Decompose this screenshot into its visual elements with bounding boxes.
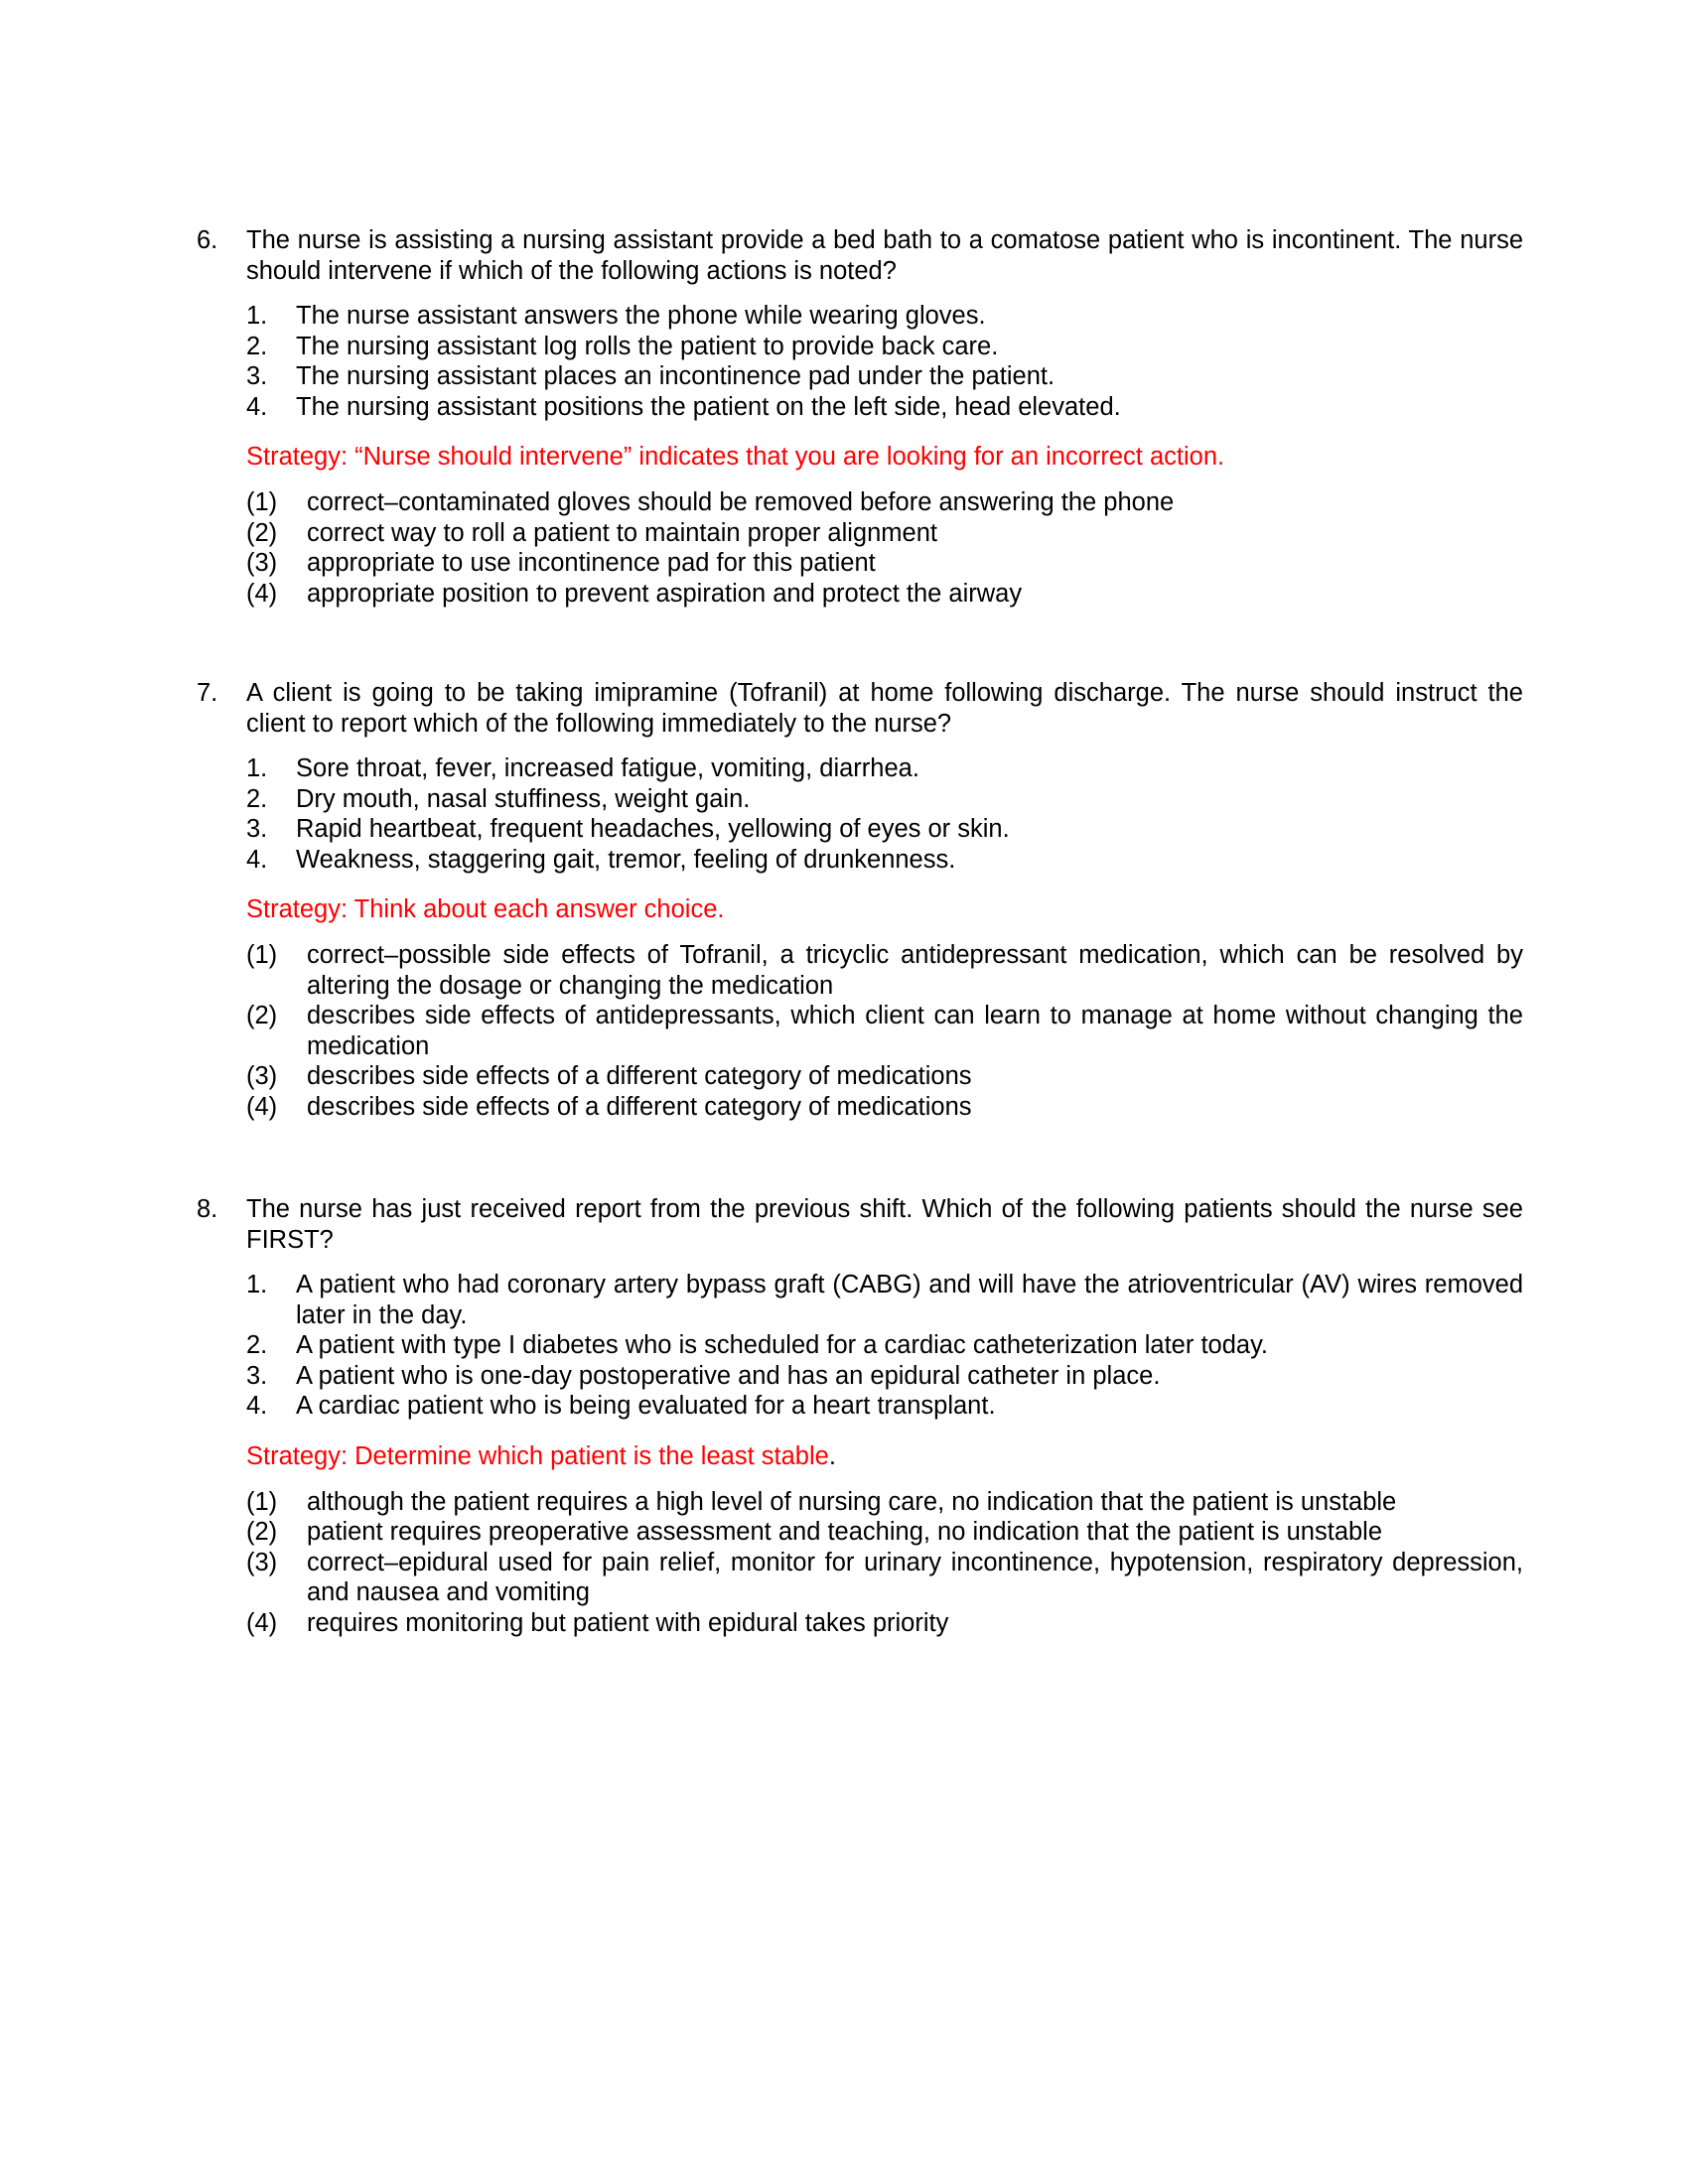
question-text: The nurse has just received report from the previous shift. Which of the following patients should the nurse see FIRST?: [246, 1195, 1523, 1254]
answer-option: [246, 1361, 1523, 1392]
option-number: 1.: [246, 302, 268, 330]
strategy-text: Strategy: Determine which patient is the least stable: [246, 1441, 829, 1470]
rationale-text: correct–possible side effects of Tofranil, a tricyclic antidepressant medication, which can be resolved by altering the dosage or changing the medication: [307, 941, 1523, 1000]
option-number: 1.: [246, 1271, 268, 1298]
rationale-number: (4): [246, 579, 278, 608]
answer-option: [246, 301, 1523, 332]
rationale-number: (1): [246, 1487, 278, 1516]
answer-option: [246, 1270, 1523, 1330]
option-number: 4.: [246, 1392, 268, 1420]
answer-options: [246, 753, 1523, 875]
rationale-item: [246, 940, 1523, 1001]
question-stem: [197, 225, 1523, 287]
answer-option: [246, 784, 1523, 815]
rationale-item: [246, 1001, 1523, 1061]
option-number: 1.: [246, 754, 268, 782]
rationale-item: [246, 1517, 1523, 1548]
question-6: [197, 225, 1523, 609]
strategy-note: [246, 894, 1523, 925]
question-text: The nurse is assisting a nursing assistant provide a bed bath to a comatose patient who is incontinent. The nurse should intervene if which of the following actions is noted?: [246, 226, 1523, 285]
answer-option: [246, 332, 1523, 362]
rationale-text: describes side effects of a different category of medications: [307, 1062, 972, 1090]
rationale-list: [246, 487, 1523, 609]
strategy-tail: .: [828, 1441, 836, 1470]
question-number: 6.: [197, 226, 218, 254]
rationale-text: correct–contaminated gloves should be removed before answering the phone: [307, 488, 1175, 516]
answer-option: [246, 845, 1523, 876]
option-text: A patient who is one-day postoperative and has an epidural catheter in place.: [296, 1361, 1161, 1390]
question-number: 7.: [197, 679, 218, 707]
rationale-text: requires monitoring but patient with epidural takes priority: [307, 1608, 949, 1637]
rationale-item: [246, 1487, 1523, 1518]
answer-option: [246, 1391, 1523, 1422]
option-number: 2.: [246, 332, 268, 360]
strategy-text: Strategy: “Nurse should intervene” indicates that you are looking for an incorrect action.: [246, 443, 1225, 471]
rationale-number: (2): [246, 518, 278, 547]
strategy-note: [246, 442, 1523, 473]
strategy-note: [246, 1441, 1523, 1472]
option-text: The nursing assistant log rolls the patient to provide back care.: [296, 332, 999, 360]
rationale-item: [246, 1061, 1523, 1092]
rationale-number: (2): [246, 1518, 278, 1546]
option-text: A patient who had coronary artery bypass graft (CABG) and will have the atrioventricular (AV) wires removed later in the day.: [296, 1271, 1523, 1329]
rationale-number: (3): [246, 1062, 278, 1090]
rationale-list: [246, 940, 1523, 1122]
answer-option: [246, 361, 1523, 392]
strategy-text: Strategy: Think about each answer choice.: [246, 895, 725, 923]
option-text: Sore throat, fever, increased fatigue, vomiting, diarrhea.: [296, 754, 919, 782]
question-stem: [197, 678, 1523, 740]
rationale-item: [246, 579, 1523, 610]
rationale-number: (4): [246, 1092, 278, 1121]
question-8: [197, 1194, 1523, 1638]
rationale-list: [246, 1487, 1523, 1639]
rationale-item: [246, 1548, 1523, 1608]
rationale-item: [246, 548, 1523, 579]
rationale-item: [246, 518, 1523, 549]
option-number: 3.: [246, 815, 268, 843]
question-number: 8.: [197, 1195, 218, 1223]
rationale-text: describes side effects of a different category of medications: [307, 1092, 972, 1121]
option-number: 3.: [246, 1361, 268, 1390]
option-text: The nursing assistant positions the patient on the left side, head elevated.: [296, 392, 1121, 421]
rationale-item: [246, 487, 1523, 518]
question-text: A client is going to be taking imipramine (Tofranil) at home following discharge. The nurse should instruct the client to report which of the following immediately to the nurse?: [246, 679, 1523, 738]
option-number: 4.: [246, 392, 268, 421]
rationale-number: (1): [246, 488, 278, 516]
rationale-text: describes side effects of antidepressants, which client can learn to manage at home without changing the medication: [307, 1002, 1523, 1060]
rationale-text: appropriate position to prevent aspiration and protect the airway: [307, 579, 1023, 608]
answer-option: [246, 753, 1523, 784]
question-stem: [197, 1194, 1523, 1256]
option-number: 4.: [246, 845, 268, 874]
rationale-text: correct way to roll a patient to maintain proper alignment: [307, 518, 937, 547]
rationale-number: (3): [246, 1548, 278, 1576]
answer-option: [246, 814, 1523, 845]
option-text: Rapid heartbeat, frequent headaches, yellowing of eyes or skin.: [296, 815, 1010, 843]
rationale-number: (1): [246, 941, 278, 969]
answer-options: [246, 1270, 1523, 1422]
option-text: A cardiac patient who is being evaluated for a heart transplant.: [296, 1392, 996, 1420]
option-text: The nursing assistant places an incontinence pad under the patient.: [296, 362, 1055, 390]
rationale-number: (3): [246, 549, 278, 577]
option-number: 2.: [246, 784, 268, 813]
option-number: 2.: [246, 1331, 268, 1359]
option-text: The nurse assistant answers the phone while wearing gloves.: [296, 302, 986, 330]
option-text: A patient with type I diabetes who is scheduled for a cardiac catheterization later today.: [296, 1331, 1269, 1359]
rationale-item: [246, 1608, 1523, 1639]
answer-options: [246, 301, 1523, 422]
rationale-text: although the patient requires a high level of nursing care, no indication that the patient is unstable: [307, 1487, 1397, 1516]
rationale-item: [246, 1092, 1523, 1123]
answer-option: [246, 392, 1523, 423]
option-text: Weakness, staggering gait, tremor, feeling of drunkenness.: [296, 845, 956, 874]
option-number: 3.: [246, 362, 268, 390]
question-7: [197, 678, 1523, 1122]
rationale-number: (2): [246, 1002, 278, 1029]
rationale-text: patient requires preoperative assessment and teaching, no indication that the patient is unstable: [307, 1518, 1383, 1546]
rationale-text: appropriate to use incontinence pad for this patient: [307, 549, 876, 577]
rationale-text: correct–epidural used for pain relief, monitor for urinary incontinence, hypotension, respiratory depression, and nausea and vomiting: [307, 1548, 1523, 1606]
option-text: Dry mouth, nasal stuffiness, weight gain.: [296, 784, 751, 813]
rationale-number: (4): [246, 1608, 278, 1637]
answer-option: [246, 1330, 1523, 1361]
